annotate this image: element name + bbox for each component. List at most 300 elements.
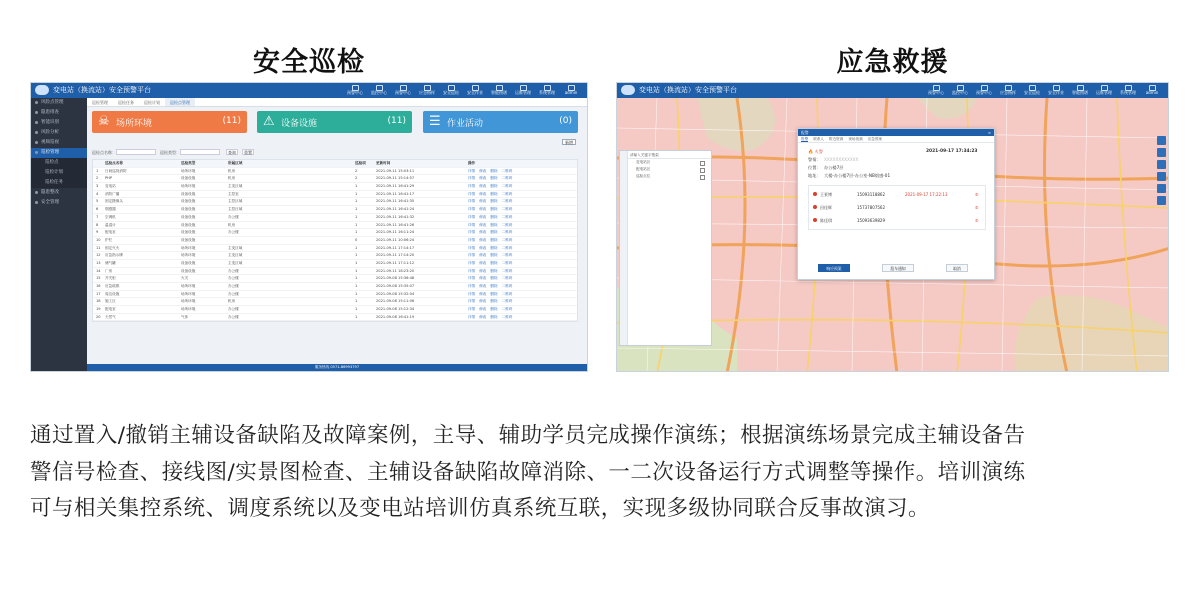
- category-card-work[interactable]: [423, 111, 578, 133]
- page-tab[interactable]: 巡检计划: [144, 100, 160, 105]
- top-menu: [345, 85, 581, 96]
- table-cell: 设备设施: [181, 268, 196, 273]
- row-action-link[interactable]: 删除: [490, 299, 498, 304]
- top-menu-item[interactable]: 预警中心: [926, 85, 946, 96]
- type-filter-label: 巡检类型：: [160, 150, 180, 155]
- zoom-out-icon[interactable]: [1157, 148, 1166, 157]
- row-action-link[interactable]: 二维码: [501, 230, 513, 235]
- table-cell: 2021-09-11 15:14:57: [376, 176, 415, 181]
- table-cell: 场所环境: [181, 253, 196, 258]
- table-cell: 场所环境: [181, 291, 196, 296]
- column-header: 巡检类型: [181, 161, 196, 165]
- rescue-screenshot: [616, 82, 1169, 372]
- table-cell: 天然气: [105, 314, 116, 319]
- code-value: XXXXXXXXXXXX: [824, 157, 859, 162]
- column-header: 更新时间: [376, 161, 391, 165]
- table-cell: 办公楼: [228, 291, 239, 296]
- table-cell: 设备设施: [181, 222, 196, 227]
- table-cell: 2: [355, 168, 358, 173]
- table-cell: 1: [355, 245, 358, 250]
- row-action-link[interactable]: 二维码: [501, 176, 513, 181]
- measure-icon[interactable]: [1157, 172, 1166, 181]
- row-action-link[interactable]: 详情: [468, 230, 476, 235]
- row-action-link[interactable]: 修改: [479, 299, 487, 304]
- row-actions: [468, 275, 538, 283]
- row-action-link[interactable]: 详情: [468, 276, 476, 281]
- card-label: 场所环境: [116, 119, 153, 129]
- card-count: (0): [559, 116, 572, 126]
- row-action-link[interactable]: 二维码: [501, 184, 513, 189]
- top-menu-item[interactable]: 监控中心: [369, 85, 389, 96]
- table-row: [93, 168, 577, 176]
- table-cell: 6: [96, 207, 99, 212]
- row-action-link[interactable]: 详情: [468, 299, 476, 304]
- row-action-link[interactable]: 修改: [479, 191, 487, 196]
- row-actions: [468, 314, 538, 322]
- city-map[interactable]: [617, 98, 1168, 371]
- row-action-link[interactable]: 二维码: [501, 214, 513, 219]
- sidebar-item[interactable]: 风险点管理: [31, 98, 87, 108]
- fullscreen-icon[interactable]: [1157, 184, 1166, 193]
- row-action-link[interactable]: 修改: [479, 284, 487, 288]
- table-cell: 2021-09-11 16:41:17: [376, 191, 415, 196]
- row-action-link[interactable]: 修改: [479, 184, 487, 189]
- sidebar-item[interactable]: 隐患整改: [31, 188, 87, 198]
- top-menu-item[interactable]: 安全作业: [1046, 85, 1066, 96]
- location-label: 位置：: [808, 165, 821, 170]
- table-cell: 10: [96, 237, 101, 242]
- search-button[interactable]: 查询: [228, 150, 236, 155]
- row-action-link[interactable]: 二维码: [501, 168, 513, 173]
- row-action-link[interactable]: 二维码: [501, 253, 513, 258]
- table-cell: 办公楼: [228, 230, 239, 235]
- row-action-link[interactable]: 详情: [468, 222, 476, 227]
- row-action-link[interactable]: 二维码: [501, 314, 513, 319]
- top-menu-item[interactable]: 系统管理: [537, 85, 557, 96]
- tree-item[interactable]: 变电站区: [620, 159, 711, 166]
- row-action-link[interactable]: 修改: [479, 245, 487, 250]
- column-header: 所属区域: [228, 161, 243, 165]
- row-action-link[interactable]: 二维码: [501, 207, 513, 212]
- row-action-link[interactable]: 删除: [490, 199, 498, 204]
- row-action-link[interactable]: 删除: [490, 237, 498, 242]
- row-action-link[interactable]: 二维码: [501, 245, 513, 250]
- table-row: [93, 268, 577, 276]
- row-actions: [468, 206, 538, 214]
- row-action-link[interactable]: 二维码: [501, 260, 513, 265]
- row-action-link[interactable]: 删除: [490, 207, 498, 212]
- table-cell: 18: [96, 299, 101, 304]
- row-action-link[interactable]: 删除: [490, 260, 498, 265]
- table-cell: 16: [96, 284, 101, 288]
- row-action-link[interactable]: 二维码: [501, 237, 513, 242]
- table-cell: 设备设施: [181, 191, 196, 196]
- table-cell: 场所环境: [181, 184, 196, 189]
- row-action-link[interactable]: 删除: [490, 284, 498, 288]
- row-action-link[interactable]: 删除: [490, 245, 498, 250]
- row-action-link[interactable]: 修改: [479, 307, 487, 312]
- table-row: [93, 291, 577, 299]
- table-cell: 2021-09-11 17:14:20: [376, 253, 415, 258]
- row-actions: [468, 260, 538, 268]
- row-action-link[interactable]: 删除: [490, 253, 498, 258]
- row-action-link[interactable]: 修改: [479, 207, 487, 212]
- top-menu-item[interactable]: 预警中心: [393, 85, 413, 96]
- dialog-tab[interactable]: 现场视频: [848, 137, 863, 141]
- cancel-button[interactable]: 取消: [946, 264, 968, 272]
- row-action-link[interactable]: 删除: [490, 291, 498, 296]
- table-cell: 2021-09-11 18:23:20: [376, 268, 415, 273]
- row-action-link[interactable]: 详情: [468, 260, 476, 265]
- top-menu: [926, 85, 1162, 96]
- row-action-link[interactable]: 详情: [468, 184, 476, 189]
- table-cell: 1: [355, 284, 358, 288]
- row-actions: [468, 191, 538, 199]
- app-title: 变电站（换流站）安全预警平台: [639, 86, 737, 94]
- table-cell: 主变区域: [228, 245, 243, 250]
- row-action-link[interactable]: 删除: [490, 268, 498, 273]
- skull-crossbones-icon: ☠: [98, 114, 110, 129]
- reset-button[interactable]: 重置: [244, 150, 252, 155]
- contact-phone: 15093118862: [857, 192, 885, 197]
- sidebar-item[interactable]: 隐患排查: [31, 108, 87, 118]
- row-actions: [468, 252, 538, 260]
- table-cell: 施工区: [105, 299, 116, 304]
- table-cell: 1: [355, 253, 358, 258]
- table-cell: 办公楼: [228, 314, 239, 319]
- cloud-logo-icon: [35, 85, 49, 95]
- row-action-link[interactable]: 修改: [479, 314, 487, 319]
- table-cell: 固定灭火: [105, 245, 120, 250]
- row-action-link[interactable]: 详情: [468, 268, 476, 273]
- row-action-link[interactable]: 删除: [490, 191, 498, 196]
- respond-plan-button[interactable]: 响应预案: [818, 264, 850, 272]
- add-button[interactable]: 新增: [562, 139, 576, 145]
- table-row: [93, 245, 577, 253]
- row-action-link[interactable]: 详情: [468, 245, 476, 250]
- table-row: [93, 229, 577, 237]
- tree-item[interactable]: 巡检点位: [620, 173, 711, 180]
- dialog-title: 报警: [801, 130, 809, 135]
- row-actions: [468, 237, 538, 245]
- row-action-link[interactable]: 详情: [468, 199, 476, 204]
- row-action-link[interactable]: 删除: [490, 176, 498, 181]
- person-icon: [813, 205, 817, 209]
- sidebar: [31, 98, 87, 371]
- row-action-link[interactable]: 删除: [490, 314, 498, 319]
- table-cell: 2021-09-11 16:41:29: [376, 184, 415, 189]
- top-menu-item[interactable]: 智能图谱: [1070, 85, 1090, 96]
- row-action-link[interactable]: 修改: [479, 214, 487, 219]
- row-action-link[interactable]: 二维码: [501, 291, 513, 296]
- card-label: 设备设施: [281, 119, 318, 129]
- table-cell: 烟感器: [105, 207, 116, 212]
- table-cell: 9: [96, 230, 99, 235]
- table-cell: 5: [96, 199, 99, 204]
- sidebar-item[interactable]: 巡检管理: [31, 148, 87, 158]
- table-cell: 12: [96, 253, 101, 258]
- table-cell: 设备设施: [181, 260, 196, 265]
- table-cell: 1: [355, 191, 358, 196]
- table-cell: 厂房: [105, 268, 113, 273]
- table-cell: 2: [96, 176, 99, 181]
- address-label: 地址：: [808, 173, 821, 178]
- top-menu-item[interactable]: 安全巡检: [1022, 85, 1042, 96]
- row-action-link[interactable]: 修改: [479, 176, 487, 181]
- table-cell: 2021-09-11 16:41:32: [376, 214, 415, 219]
- inspection-heading: 安全巡检: [253, 47, 365, 78]
- table-row: [93, 306, 577, 314]
- top-menu-item[interactable]: 运维管理: [513, 85, 533, 96]
- table-cell: 0: [355, 237, 358, 242]
- phone-icon[interactable]: ✆: [975, 205, 979, 210]
- table-cell: 护栏: [105, 237, 113, 242]
- table-cell: 2021-09-08 15:36:48: [376, 276, 415, 281]
- sidebar-item[interactable]: 巡检点: [31, 158, 87, 168]
- table-header: [93, 160, 577, 168]
- row-actions: [468, 175, 538, 183]
- table-cell: 主控室: [228, 191, 239, 196]
- row-action-link[interactable]: 详情: [468, 314, 476, 319]
- row-action-link[interactable]: 修改: [479, 237, 487, 242]
- resource-tree-panel: [619, 150, 712, 346]
- row-action-link[interactable]: 详情: [468, 284, 476, 288]
- table-cell: 13: [96, 260, 101, 265]
- row-action-link[interactable]: 删除: [490, 307, 498, 312]
- row-action-link[interactable]: 详情: [468, 237, 476, 242]
- row-action-link[interactable]: 二维码: [501, 284, 513, 288]
- top-menu-item[interactable]: 系统管理: [1118, 85, 1138, 96]
- contact-phone: 15737807562: [857, 205, 885, 210]
- layers-icon[interactable]: [1157, 160, 1166, 169]
- table-row: [93, 283, 577, 291]
- row-action-link[interactable]: 修改: [479, 253, 487, 258]
- location-value: 办公楼7层: [824, 165, 844, 170]
- table-cell: 2: [355, 176, 358, 181]
- row-action-link[interactable]: 删除: [490, 184, 498, 189]
- card-count: (11): [222, 116, 241, 126]
- row-action-link[interactable]: 修改: [479, 276, 487, 281]
- top-menu-item[interactable]: 智能图谱: [489, 85, 509, 96]
- table-cell: 设备设施: [181, 214, 196, 219]
- top-menu-item[interactable]: 安全作业: [465, 85, 485, 96]
- table-cell: 办公楼: [228, 214, 239, 219]
- type-filter-select[interactable]: [180, 149, 220, 155]
- page-tabs: [87, 98, 587, 107]
- sidebar-item[interactable]: 视频巡视: [31, 138, 87, 148]
- table-cell: 1: [355, 268, 358, 273]
- table-cell: 消防广播: [105, 191, 120, 196]
- sidebar-item[interactable]: 安全管理: [31, 198, 87, 208]
- row-action-link[interactable]: 二维码: [501, 268, 513, 273]
- table-cell: 2021-09-08 15:35:07: [376, 284, 415, 288]
- table-cell: 变电站: [105, 184, 116, 189]
- table-cell: 7: [96, 214, 99, 219]
- row-action-link[interactable]: 修改: [479, 291, 487, 296]
- table-cell: 2021-09-11 16:41:24: [376, 207, 415, 212]
- row-actions: [468, 298, 538, 306]
- row-action-link[interactable]: 二维码: [501, 307, 513, 312]
- table-cell: 机房: [228, 176, 236, 181]
- phone-icon[interactable]: ✆: [975, 218, 979, 223]
- dialog-tab[interactable]: 附近资源: [828, 137, 844, 141]
- column-header: 巡检项: [355, 161, 366, 165]
- sidebar-item[interactable]: 巡检计划: [31, 168, 87, 178]
- table-cell: 1: [355, 314, 358, 319]
- table-cell: 机房: [228, 168, 236, 173]
- table-cell: 设备设施: [181, 237, 196, 242]
- table-cell: 场所环境: [181, 284, 196, 288]
- top-menu-item[interactable]: 监控中心: [950, 85, 970, 96]
- tree-item[interactable]: 配电站区: [620, 166, 711, 173]
- row-action-link[interactable]: 修改: [479, 168, 487, 173]
- filter-bar: [92, 148, 578, 157]
- app-title: 变电站（换流站）安全预警平台: [53, 86, 151, 94]
- category-card-equipment[interactable]: [257, 111, 412, 133]
- row-action-link[interactable]: 详情: [468, 176, 476, 181]
- warning-triangle-icon: ⚠: [263, 114, 275, 129]
- row-action-link[interactable]: 二维码: [501, 191, 513, 196]
- row-actions: [468, 306, 538, 314]
- table-cell: 主变区域: [228, 253, 243, 258]
- page-tab[interactable]: 巡检任务: [118, 100, 134, 105]
- top-menu-item[interactable]: 应急指挥: [998, 85, 1018, 96]
- table-cell: 机房: [228, 222, 236, 227]
- phone-icon[interactable]: ✆: [975, 192, 979, 197]
- row-action-link[interactable]: 修改: [479, 260, 487, 265]
- row-action-link[interactable]: 详情: [468, 214, 476, 219]
- dialog-tab[interactable]: 联系人: [813, 137, 824, 141]
- tree-toolbar: [620, 151, 628, 345]
- row-action-link[interactable]: 修改: [479, 222, 487, 227]
- table-cell: 1: [355, 260, 358, 265]
- page-tab[interactable]: 巡检管理: [92, 100, 108, 105]
- top-menu-item[interactable]: 运维管理: [1094, 85, 1114, 96]
- row-action-link[interactable]: 二维码: [501, 199, 513, 204]
- address-value: 大楼-办公楼7层-办公室-NB烟感-01: [824, 173, 891, 178]
- row-action-link[interactable]: 修改: [479, 230, 487, 235]
- row-action-link[interactable]: 删除: [490, 214, 498, 219]
- table-cell: 17: [96, 291, 101, 296]
- row-action-link[interactable]: 二维码: [501, 222, 513, 227]
- table-cell: 1: [96, 168, 99, 173]
- tree-search-input[interactable]: 请输入关键字搜索: [620, 151, 711, 159]
- row-action-link[interactable]: 详情: [468, 168, 476, 173]
- table-cell: 2021-09-11 16:11:24: [376, 230, 415, 235]
- category-card-site[interactable]: [92, 111, 247, 133]
- user-menu[interactable]: admin: [1142, 85, 1162, 96]
- table-row: [93, 252, 577, 260]
- row-action-link[interactable]: 二维码: [501, 299, 513, 304]
- list-icon: ☰: [429, 114, 441, 129]
- row-action-link[interactable]: 删除: [490, 222, 498, 227]
- card-count: (11): [387, 116, 406, 126]
- row-action-link[interactable]: 详情: [468, 291, 476, 296]
- table-row: [93, 275, 577, 283]
- table-cell: 火灾: [181, 276, 189, 281]
- name-filter-input[interactable]: [116, 149, 156, 155]
- column-header: 巡检点名称: [105, 161, 123, 165]
- table-cell: 1: [355, 230, 358, 235]
- row-action-link[interactable]: 删除: [490, 230, 498, 235]
- table-cell: 应急指示牌: [105, 253, 123, 258]
- table-cell: 周边设施: [105, 291, 120, 296]
- contact-name: 陈佳琪: [820, 218, 832, 223]
- table-row: [93, 198, 577, 206]
- user-menu[interactable]: admin: [561, 85, 581, 96]
- table-cell: 机房: [228, 299, 236, 304]
- table-cell: 场所环境: [181, 168, 196, 173]
- row-action-link[interactable]: 详情: [468, 207, 476, 212]
- close-icon[interactable]: ×: [987, 130, 991, 135]
- table-cell: 2021-09-11 17:11:12: [376, 260, 415, 265]
- table-cell: 日间巡视消防: [105, 168, 127, 173]
- dispatch-notice-button[interactable]: 派车通知: [882, 264, 914, 272]
- row-action-link[interactable]: 详情: [468, 307, 476, 312]
- alarm-type: 🔥 火警: [808, 149, 823, 154]
- table-cell: 8: [96, 222, 99, 227]
- row-action-link[interactable]: 删除: [490, 168, 498, 173]
- name-filter-label: 巡检点名称：: [92, 150, 116, 155]
- inspection-main: [87, 98, 587, 371]
- contact-name: 王景博: [820, 192, 832, 197]
- table-cell: 1: [355, 222, 358, 227]
- locate-icon[interactable]: [1157, 196, 1166, 205]
- code-label: 警情：: [808, 157, 821, 162]
- zoom-in-icon[interactable]: [1157, 136, 1166, 145]
- table-cell: 主控区域: [228, 199, 243, 204]
- page-tab[interactable]: 巡检点管理: [165, 98, 195, 106]
- table-cell: 2021-09-11 10:06:24: [376, 237, 415, 242]
- row-actions: [468, 283, 538, 291]
- sidebar-item[interactable]: 巡检任务: [31, 178, 87, 188]
- table-cell: 3: [96, 184, 99, 189]
- row-actions: [468, 222, 538, 230]
- table-cell: 温湿计: [105, 222, 116, 227]
- table-cell: 1: [355, 299, 358, 304]
- top-menu-item[interactable]: 安全巡检: [441, 85, 461, 96]
- table-row: [93, 183, 577, 191]
- top-menu-item[interactable]: 预警中心: [345, 85, 365, 96]
- card-label: 作业活动: [447, 119, 484, 129]
- table-cell: 1: [355, 199, 358, 204]
- row-action-link[interactable]: 详情: [468, 253, 476, 258]
- top-menu-item[interactable]: 应急指挥: [417, 85, 437, 96]
- table-cell: 设备设施: [181, 199, 196, 204]
- table-cell: PHP: [105, 176, 113, 181]
- alarm-dialog: [797, 128, 995, 280]
- sidebar-item[interactable]: 风险分析: [31, 128, 87, 138]
- row-action-link[interactable]: 详情: [468, 191, 476, 196]
- dialog-tab[interactable]: 应急预案: [867, 137, 883, 141]
- top-menu-item[interactable]: 预警中心: [974, 85, 994, 96]
- table-cell: 20: [96, 314, 101, 319]
- map-toolbar: [1157, 136, 1166, 208]
- dialog-tab[interactable]: 报警: [801, 137, 809, 141]
- row-action-link[interactable]: 修改: [479, 268, 487, 273]
- row-action-link[interactable]: 修改: [479, 199, 487, 204]
- table-row: [93, 260, 577, 268]
- dialog-tabs: [798, 136, 994, 143]
- table-row: [93, 214, 577, 222]
- sidebar-item[interactable]: 智能识别: [31, 118, 87, 128]
- table-row: [93, 237, 577, 245]
- row-action-link[interactable]: 二维码: [501, 276, 513, 281]
- table-cell: 应急疏散: [105, 284, 120, 288]
- table-cell: 办公楼: [228, 284, 239, 288]
- row-action-link[interactable]: 删除: [490, 276, 498, 281]
- description-line: 可与相关集控系统、调度系统以及变电站培训仿真系统互联，实现多级协同联合反事故演习。: [30, 496, 930, 521]
